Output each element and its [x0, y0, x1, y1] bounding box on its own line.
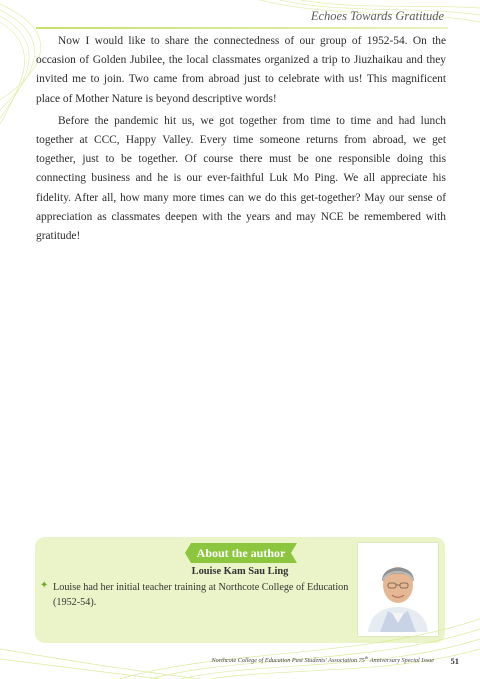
footer-publication-prefix: Northcote College of Education Past Students' Association 75 — [211, 657, 365, 664]
header-rule — [36, 27, 448, 29]
footer-publication-sup: th — [364, 654, 369, 660]
about-author-heading: About the author — [196, 546, 286, 560]
author-bio: Louise had her initial teacher training at Northcote College of Education (1952-54). — [53, 582, 349, 608]
about-author-heading-tag — [185, 543, 297, 563]
section-title: Echoes Towards Gratitude — [310, 9, 444, 23]
author-photo — [358, 543, 438, 636]
article-paragraph: Before the pandemic hit us, we got together from time to time and had lunch together at CCC, Happy Valley. Every time someone returns from abroad, we get together, just to be together. Of course there must be one responsible doing this connecting business and he is our ever-faithful Luk Mo Ping. We all appreciate his fidelity. After all, how many more times can we do this get-together? May our sense of appreciation as classmates deepen with the years and may NCE be remembered with gratitude! — [36, 114, 446, 243]
page-number: 51 — [450, 656, 459, 666]
footer-publication-suffix: Anniversary Special Issue — [368, 657, 434, 664]
article-body — [36, 32, 446, 246]
author-portrait-icon — [358, 543, 438, 636]
author-name: Louise Kam Sau Ling — [191, 566, 289, 577]
bullet-icon: ✦ — [40, 580, 49, 591]
footer-publication — [211, 655, 434, 664]
article-paragraph: Now I would like to share the connectedness of our group of 1952-54. On the occasion of Golden Jubilee, the local classmates organized a trip to Jiuzhaikau and they invited me to join. Two came from abroad just to celebrate with us! This magnificent place of Mother Nature is beyond descriptive words! — [36, 35, 446, 105]
